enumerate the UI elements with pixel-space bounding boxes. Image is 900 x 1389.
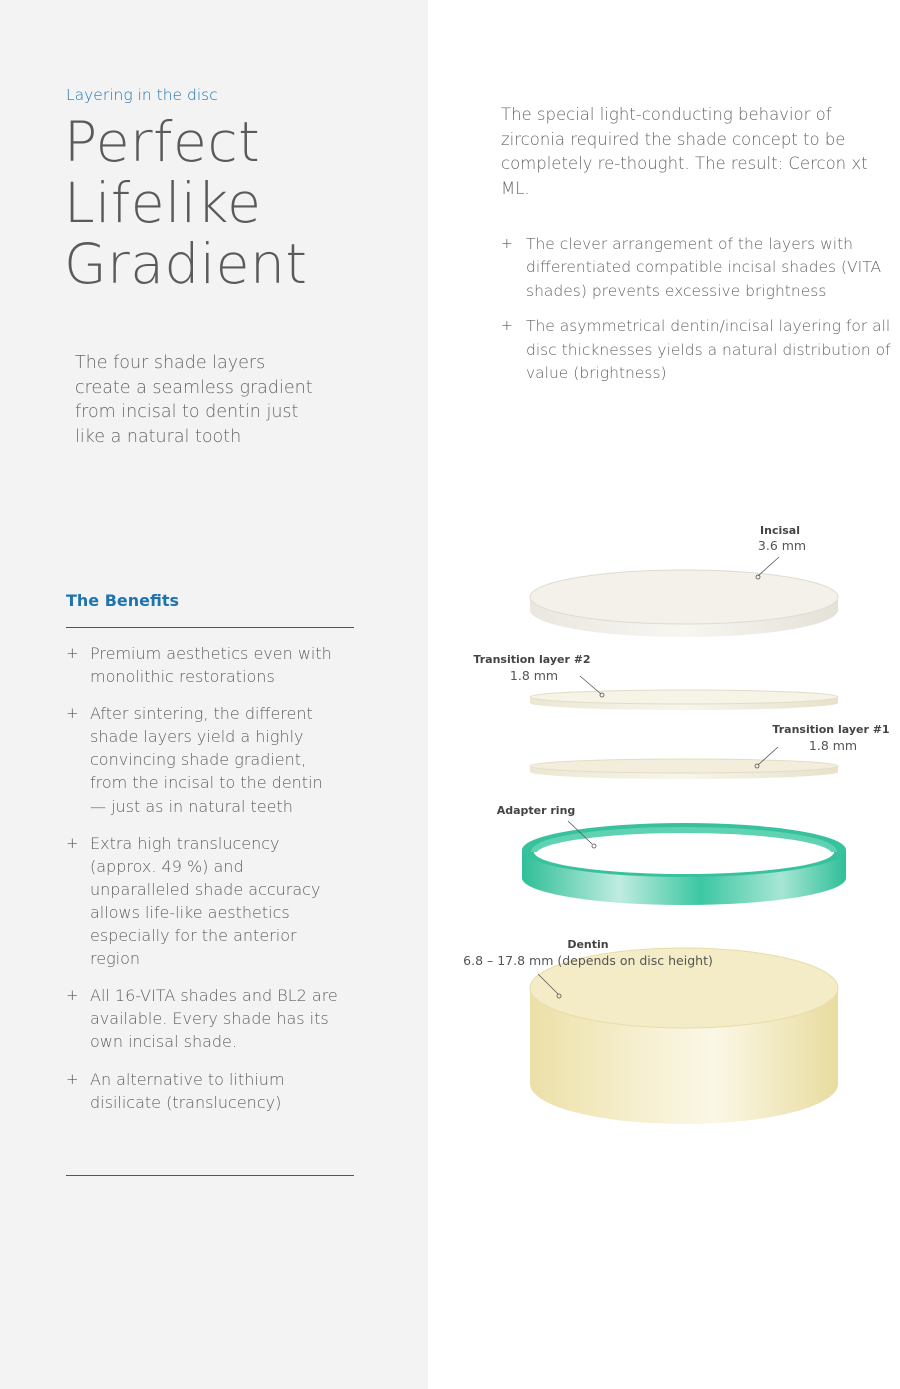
list-item-text: Extra high translucency (approx. 49 %) and unparalleled shade accuracy allows life-like aesthetics especially for the anterior region [90, 833, 321, 969]
feature-list [501, 233, 891, 397]
intro-text: The four shade layers create a seamless gradient from incisal to dentin just like a natural tooth [75, 353, 313, 448]
list-item [66, 984, 341, 1053]
divider [66, 1175, 354, 1176]
list-item [501, 315, 891, 385]
transition-layer-2-label: Transition layer #2 [473, 653, 591, 666]
incisal-label: Incisal [760, 524, 800, 537]
transition-layer-2-thickness: 1.8 mm [509, 668, 559, 683]
divider [66, 627, 354, 628]
plus-icon: + [501, 236, 513, 252]
transition-layer-1-label: Transition layer #1 [772, 723, 890, 736]
transition-layer-1-disc [530, 759, 838, 779]
benefits-list [66, 642, 341, 1128]
plus-icon: + [66, 704, 79, 723]
right-intro-text: The special light-conducting behavior of zirconia required the shade concept to be completely re-thought. The result: Cercon xt ML. [501, 105, 868, 198]
transition-layer-2-disc [530, 690, 838, 710]
list-item-text: An alternative to lithium disilicate (translucency) [90, 1069, 285, 1112]
list-item [66, 642, 341, 688]
dentin-disc [530, 948, 838, 1124]
list-item [66, 1068, 341, 1114]
incisal-thickness: 3.6 mm [757, 538, 807, 553]
title-line: Gradient [64, 232, 308, 296]
plus-icon: + [66, 1069, 79, 1088]
list-item-text: All 16-VITA shades and BL2 are available. Every shade has its own incisal shade. [90, 986, 338, 1052]
adapter-ring-label: Adapter ring [496, 804, 576, 817]
plus-icon: + [66, 833, 79, 852]
transition-layer-1-thickness: 1.8 mm [808, 738, 858, 753]
incisal-leader-line [758, 557, 779, 576]
eyebrow-label: Layering in the disc [66, 86, 218, 104]
plus-icon: + [501, 318, 513, 335]
dentin-thickness: 6.8 – 17.8 mm (depends on disc height) [463, 953, 713, 968]
benefits-heading: The Benefits [66, 591, 180, 610]
list-item [66, 702, 341, 817]
plus-icon: + [66, 986, 79, 1005]
list-item-text: Premium aesthetics even with monolithic restorations [90, 644, 332, 687]
list-item-text: After sintering, the different shade layers yield a highly convincing shade gradient, from the incisal to the dentin — just as in natural teeth [90, 704, 323, 816]
incisal-disc [530, 570, 838, 637]
list-item-text: The asymmetrical dentin/incisal layering for all disc thicknesses yields a natural distribution of value (brightness) [526, 317, 891, 383]
title-line: Lifelike [64, 171, 262, 235]
adapter-ring [522, 823, 846, 905]
dentin-label: Dentin [567, 938, 609, 951]
list-item-text: The clever arrangement of the layers with differentiated compatible incisal shades (VITA shades) prevents excessive brightness [526, 235, 882, 300]
title-line: Perfect [64, 110, 261, 174]
list-item [66, 832, 341, 971]
page-title [64, 112, 307, 295]
plus-icon: + [66, 644, 79, 662]
list-item [501, 233, 891, 303]
disc-layer-diagram [440, 510, 895, 1140]
